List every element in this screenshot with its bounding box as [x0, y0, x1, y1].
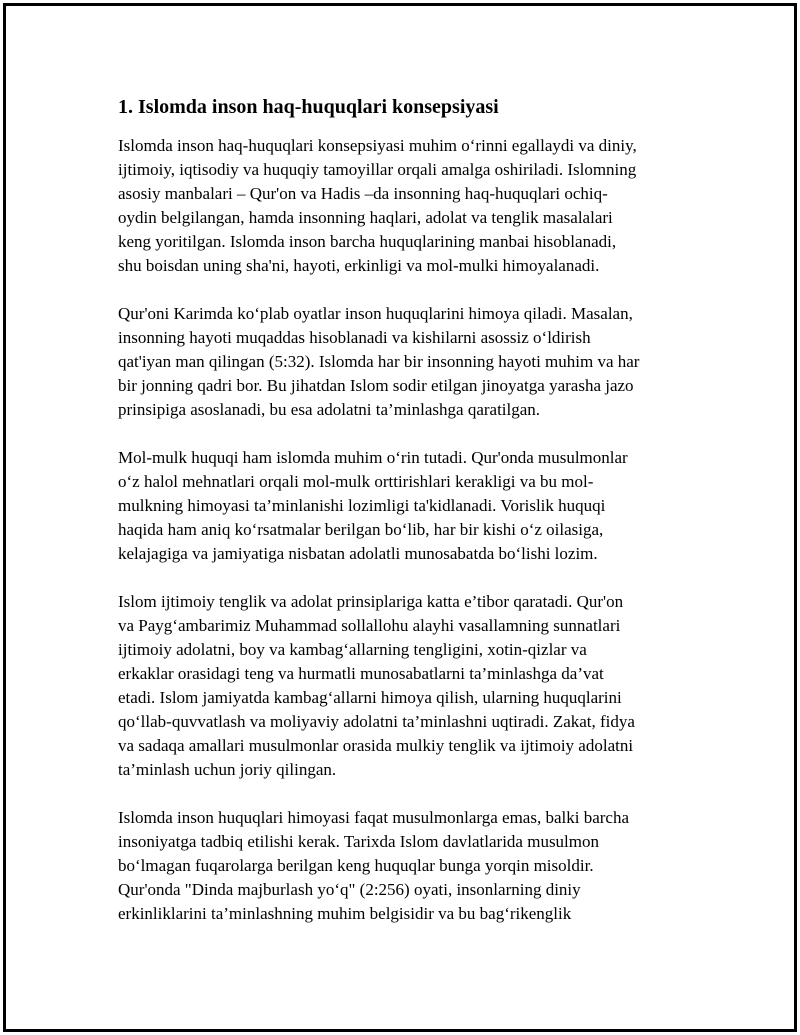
text-line: erkaklar orasidagi teng va hurmatli munosabatlarni ta’minlashga da’vat [118, 664, 604, 683]
text-line: Qur'onda "Dinda majburlash yo‘q" (2:256) oyati, insonlarning diniy [118, 880, 581, 899]
text-line: erkinliklarini ta’minlashning muhim belgisidir va bu bag‘rikenglik [118, 904, 572, 923]
text-line: kelajagiga va jamiyatiga nisbatan adolatli munosabatda bo‘lishi lozim. [118, 544, 598, 563]
document-body [118, 94, 688, 950]
text-line: insoniyatga tadbiq etilishi kerak. Tarixda Islom davlatlarida musulmon [118, 832, 600, 851]
text-line: Islomda inson haq-huquqlari konsepsiyasi muhim o‘rinni egallaydi va diniy, [118, 136, 637, 155]
paragraph-1 [118, 134, 688, 278]
text-line: Islomda inson huquqlari himoyasi faqat musulmonlarga emas, balki barcha [118, 808, 629, 827]
text-line: asosiy manbalari – Qur'on va Hadis –da insonning haq-huquqlari ochiq- [118, 184, 608, 203]
text-line: qo‘llab-quvvatlash va moliyaviy adolatni ta’minlashni uqtiradi. Zakat, fidya [118, 712, 635, 731]
text-line: oydin belgilangan, hamda insonning haqlari, adolat va tenglik masalalari [118, 208, 613, 227]
paragraph-4 [118, 590, 688, 782]
text-line: va sadaqa amallari musulmonlar orasida mulkiy tenglik va ijtimoiy adolatni [118, 736, 634, 755]
paragraph-3 [118, 446, 688, 566]
text-line: bir jonning qadri bor. Bu jihatdan Islom sodir etilgan jinoyatga yarasha jazo [118, 376, 634, 395]
text-line: keng yoritilgan. Islomda inson barcha huquqlarining manbai hisoblanadi, [118, 232, 617, 251]
text-line: bo‘lmagan fuqarolarga berilgan keng huquqlar bunga yorqin misoldir. [118, 856, 594, 875]
text-line: ijtimoiy, iqtisodiy va huquqiy tamoyillar orqali amalga oshiriladi. Islomning [118, 160, 637, 179]
text-line: shu boisdan uning sha'ni, hayoti, erkinligi va mol-mulki himoyalanadi. [118, 256, 600, 275]
text-line: Mol-mulk huquqi ham islomda muhim o‘rin tutadi. Qur'onda musulmonlar [118, 448, 628, 467]
text-line: prinsipiga asoslanadi, bu esa adolatni ta’minlashga qaratilgan. [118, 400, 541, 419]
text-line: insonning hayoti muqaddas hisoblanadi va kishilarni asossiz o‘ldirish [118, 328, 591, 347]
paragraph-2 [118, 302, 688, 422]
text-line: etadi. Islom jamiyatda kambag‘allarni himoya qilish, ularning huquqlarini [118, 688, 622, 707]
section-heading: 1. Islomda inson haq-huquqlari konsepsiyasi [118, 96, 499, 118]
paragraph-5 [118, 806, 688, 926]
text-line: ta’minlash uchun joriy qilingan. [118, 760, 337, 779]
text-line: ijtimoiy adolatni, boy va kambag‘allarning tengligini, xotin-qizlar va [118, 640, 587, 659]
text-line: o‘z halol mehnatlari orqali mol-mulk orttirishlari kerakligi va bu mol- [118, 472, 594, 491]
text-line: mulkning himoyasi ta’minlanishi lozimligi ta'kidlanadi. Vorislik huquqi [118, 496, 606, 515]
text-line: Qur'oni Karimda ko‘plab oyatlar inson huquqlarini himoya qiladi. Masalan, [118, 304, 633, 323]
text-line: Islom ijtimoiy tenglik va adolat prinsiplariga katta e’tibor qaratadi. Qur'on [118, 592, 624, 611]
text-line: qat'iyan man qilingan (5:32). Islomda har bir insonning hayoti muhim va har [118, 352, 640, 371]
text-line: haqida ham aniq ko‘rsatmalar berilgan bo‘lib, har bir kishi o‘z oilasiga, [118, 520, 604, 539]
text-line: va Payg‘ambarimiz Muhammad sollallohu alayhi vasallamning sunnatlari [118, 616, 621, 635]
